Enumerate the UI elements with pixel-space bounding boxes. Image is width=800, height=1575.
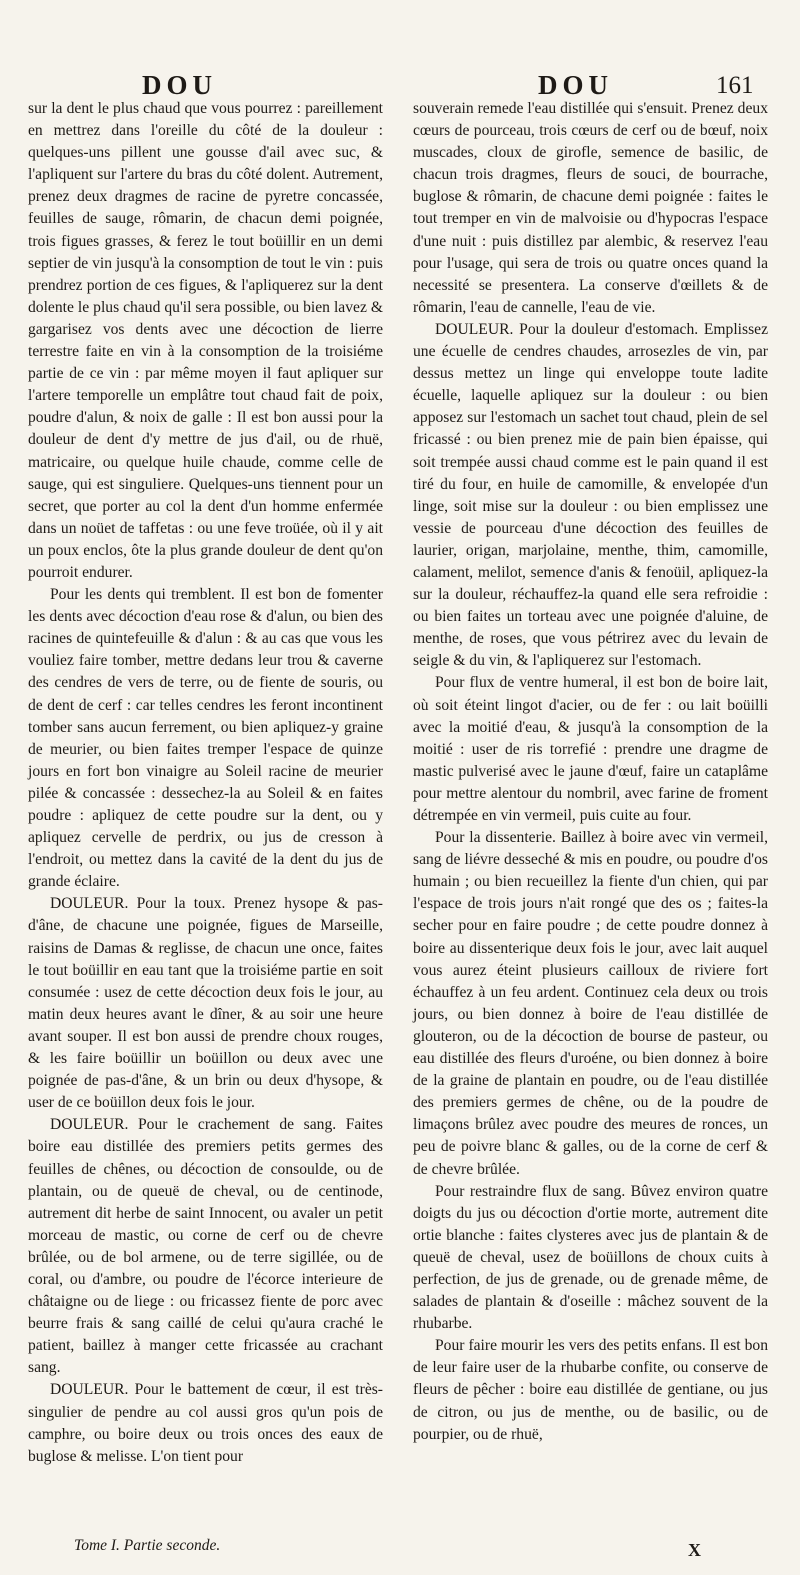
left-column bbox=[28, 98, 383, 1468]
paragraph-left-1: sur la dent le plus chaud que vous pourrez : pareillement en mettrez dans l'oreille du côté de la douleur : quelques-uns pillent une gousse d'ail avec suc, & l'apliquent sur l'artere du bras du côté dolent. Autrement, prenez deux dragmes de racine de pyretre concassée, feuilles de sauge, rômarin, de chacun demi poignée, trois figues grasses, & ferez le tout boüillir en un demi septier de vin jusqu'à la consomption de tout le vin : puis prendrez portion de ces figues, & l'apliquerez sur la dent dolente le plus chaud qu'il sera possible, ou bien lavez & gargarisez vos dents avec une décoction de lierre terrestre faite en vin à la consomption de la troisiéme partie de ce vin : par même moyen il faut apliquer sur l'artere temporelle un emplâtre tout chaud fait de poix, poudre d'alun, & noix de galle : Il est bon aussi pour la douleur de dent d'y mettre de jus d'ail, ou de rhuë, matricaire, ou quelque huile chaude, comme celle de sauge, qui est singuliere. Quelques-uns tiennent pour un secret, que porter au col la dent d'un homme enfermée dans un noüet de taffetas : ou une feve troüée, où il y ait un poux enclos, ôte la plus grande douleur de dent qu'on pourroit endurer. bbox=[28, 100, 383, 581]
right-column bbox=[413, 98, 768, 1446]
paragraph-left-5: DOULEUR. Pour le battement de cœur, il est très-singulier de pendre au col aussi gros qu'un pois de camphre, ou boire deux ou trois onces des eaux de buglose & melisse. L'on tient pour bbox=[28, 1381, 383, 1465]
running-head-right: DOU bbox=[538, 70, 613, 100]
paragraph-right-2: DOULEUR. Pour la douleur d'estomach. Emplissez une écuelle de cendres chaudes, arrosezles de vin, par dessus mettez un linge qui enveloppe toute ladite écuelle, laquelle apliquez sur la douleur : ou bien apposez sur l'estomach un sachet tout chaud, plein de sel fricassé : ou bien prenez mie de pain bien épaisse, qui soit trempée aussi chaud comme est le pain quand il est tiré du four, en huile de camomille, & envelopée d'un linge, soit mise sur la douleur : ou bien emplissez une vessie de pourceau d'une décoction des feuilles de laurier, origan, marjolaine, menthe, thim, camomille, calament, melilot, semence d'anis & fenoüil, apliquez-la sur la douleur, réchauffez-la quand elle sera refroidie : ou bien faites un torteau avec une poignée d'aluine, de menthe, de roses, que vous pétrirez avec du levain de seigle & du vin, & l'apliquerez sur l'estomach. bbox=[413, 320, 768, 670]
paragraph-right-1: souverain remede l'eau distillée qui s'ensuit. Prenez deux cœurs de pourceau, trois cœurs de cerf ou de bœuf, noix muscades, cloux de girofle, semence de basilic, de chacun trois dragmes, fleurs de souci, de bourrache, buglose & rômarin, de chacune demi poignée : faites le tout tremper en vin de malvoisie ou d'hypocras l'espace d'une nuit : puis distillez par alembic, & reservez l'eau pour l'usage, qui sera de trois ou quatre onces quand la necessité se presentera. La conserve d'œillets & de rômarin, l'eau de cannelle, l'eau de vie. bbox=[413, 100, 768, 316]
running-head-left: DOU bbox=[142, 70, 217, 100]
paragraph-left-4: DOULEUR. Pour le crachement de sang. Faites boire eau distillée des premiers petits germes des feuilles de chênes, ou décoction de consoulde, ou de plantain, ou de queuë de cheval, ou de centinode, autrement dit herbe de saint Innocent, ou avaler un petit morceau de mastic, ou corne de cerf ou de chevre brûlée, ou de bol armene, ou de terre sigillée, ou de coral, ou d'ambre, ou poudre de l'écorce interieure de châtaigne ou de liege : ou fricassez fiente de porc avec beurre frais & sang caillé de celui qu'aura craché le patient, baillez à manger cette fricassée au crachant sang. bbox=[28, 1116, 383, 1377]
paragraph-right-6: Pour faire mourir les vers des petits enfans. Il est bon de leur faire user de la rhubarbe confite, ou conserve de fleurs de pêcher : boire eau distillée de gentiane, ou jus de citron, ou jus de menthe, ou de basilic, ou de pourpier, ou de rhuë, bbox=[413, 1337, 768, 1443]
paragraph-right-3: Pour flux de ventre humeral, il est bon de boire lait, où soit éteint lingot d'acier, ou de fer : ou lait boüilli avec la moitié d'eau, & jusqu'à la consomption de la moitié : user de ris torrefié : prendre une dragme de mastic pulverisé avec le jaune d'œuf, faire un cataplâme pour mettre alentour du nombril, avec farine de froment détrempée en vin vermeil, puis cuite au four. bbox=[413, 674, 768, 824]
page-number: 161 bbox=[716, 72, 754, 99]
signature-mark: Tome I. Partie seconde. bbox=[74, 1537, 221, 1554]
catchword: X bbox=[688, 1540, 701, 1560]
paragraph-right-4: Pour la dissenterie. Baillez à boire avec vin vermeil, sang de liévre desseché & mis en poudre, ou poudre d'os humain ; ou bien recueillez la fiente d'un chien, qui par l'espace de trois jours n'ait rongé que des os ; faites-la secher pour en faire poudre ; de cette poudre donnez à boire au dissenterique deux fois le jour, avec lait auquel vous aurez éteint plusieurs cailloux de riviere fort échauffez à un feu ardent. Continuez cela deux ou trois jours, ou bien donnez à boire de l'eau distillée de glouteron, ou de la décoction de bourse de pasteur, ou eau distillée des fleurs d'uroéne, ou bien donnez à boire de la graine de plantain en poudre, ou de l'eau distillée des premiers germes de chêne, ou de la poudre de limaçons brûlez avec poudre des meures de ronces, un peu de poivre blanc & galles, ou de la corne de cerf & de chevre brûlée. bbox=[413, 829, 768, 1178]
paragraph-right-5: Pour restraindre flux de sang. Bûvez environ quatre doigts du jus ou décoction d'ortie morte, autrement dite ortie blanche : faites clysteres avec jus de plantain & de queuë de cheval, usez de boüillons de choux cuits à perfection, de jus de grenade, ou de grenade même, de salades de plantain & d'oseille : mâchez souvent de la rhubarbe. bbox=[413, 1182, 768, 1333]
paragraph-left-3: DOULEUR. Pour la toux. Prenez hysope & pas-d'âne, de chacune une poignée, figues de Marseille, raisins de Damas & reglisse, de chacun une once, faites le tout boüillir en eau tant que la troisiéme partie en soit consumée : usez de cette décoction deux fois le jour, au matin deux heures avant le dîner, & au soir une heure avant souper. Il est bon aussi de prendre choux rouges, & les faire boüillir un boüillon ou deux avec une poignée de pas-d'âne, & un brin ou deux d'hysope, & user de ce boüillon deux fois le jour. bbox=[28, 895, 383, 1112]
paragraph-left-2: Pour les dents qui tremblent. Il est bon de fomenter les dents avec décoction d'eau rose & d'alun, ou bien des racines de quintefeuille & d'alun : & au cas que vous les vouliez faire tomber, mettre dedans leur trou & caverne des cendres de vers de terre, ou de fiente de souris, ou de dent de cerf : car telles cendres les feront incontinent tomber sans aucun ferrement, ou bien apliquez-y graine de meurier, ou bien faites tremper l'espace de quinze jours en fort bon vinaigre au Soleil racine de meurier pilée & concassée : dessechez-la au Soleil & en faites poudre : apliquez de cette poudre sur la dent, ou y apliquez cervelle de perdrix, ou jus de cresson à l'endroit, ou mettez dans la cavité de la dent du jus de grande éclaire. bbox=[28, 586, 383, 891]
